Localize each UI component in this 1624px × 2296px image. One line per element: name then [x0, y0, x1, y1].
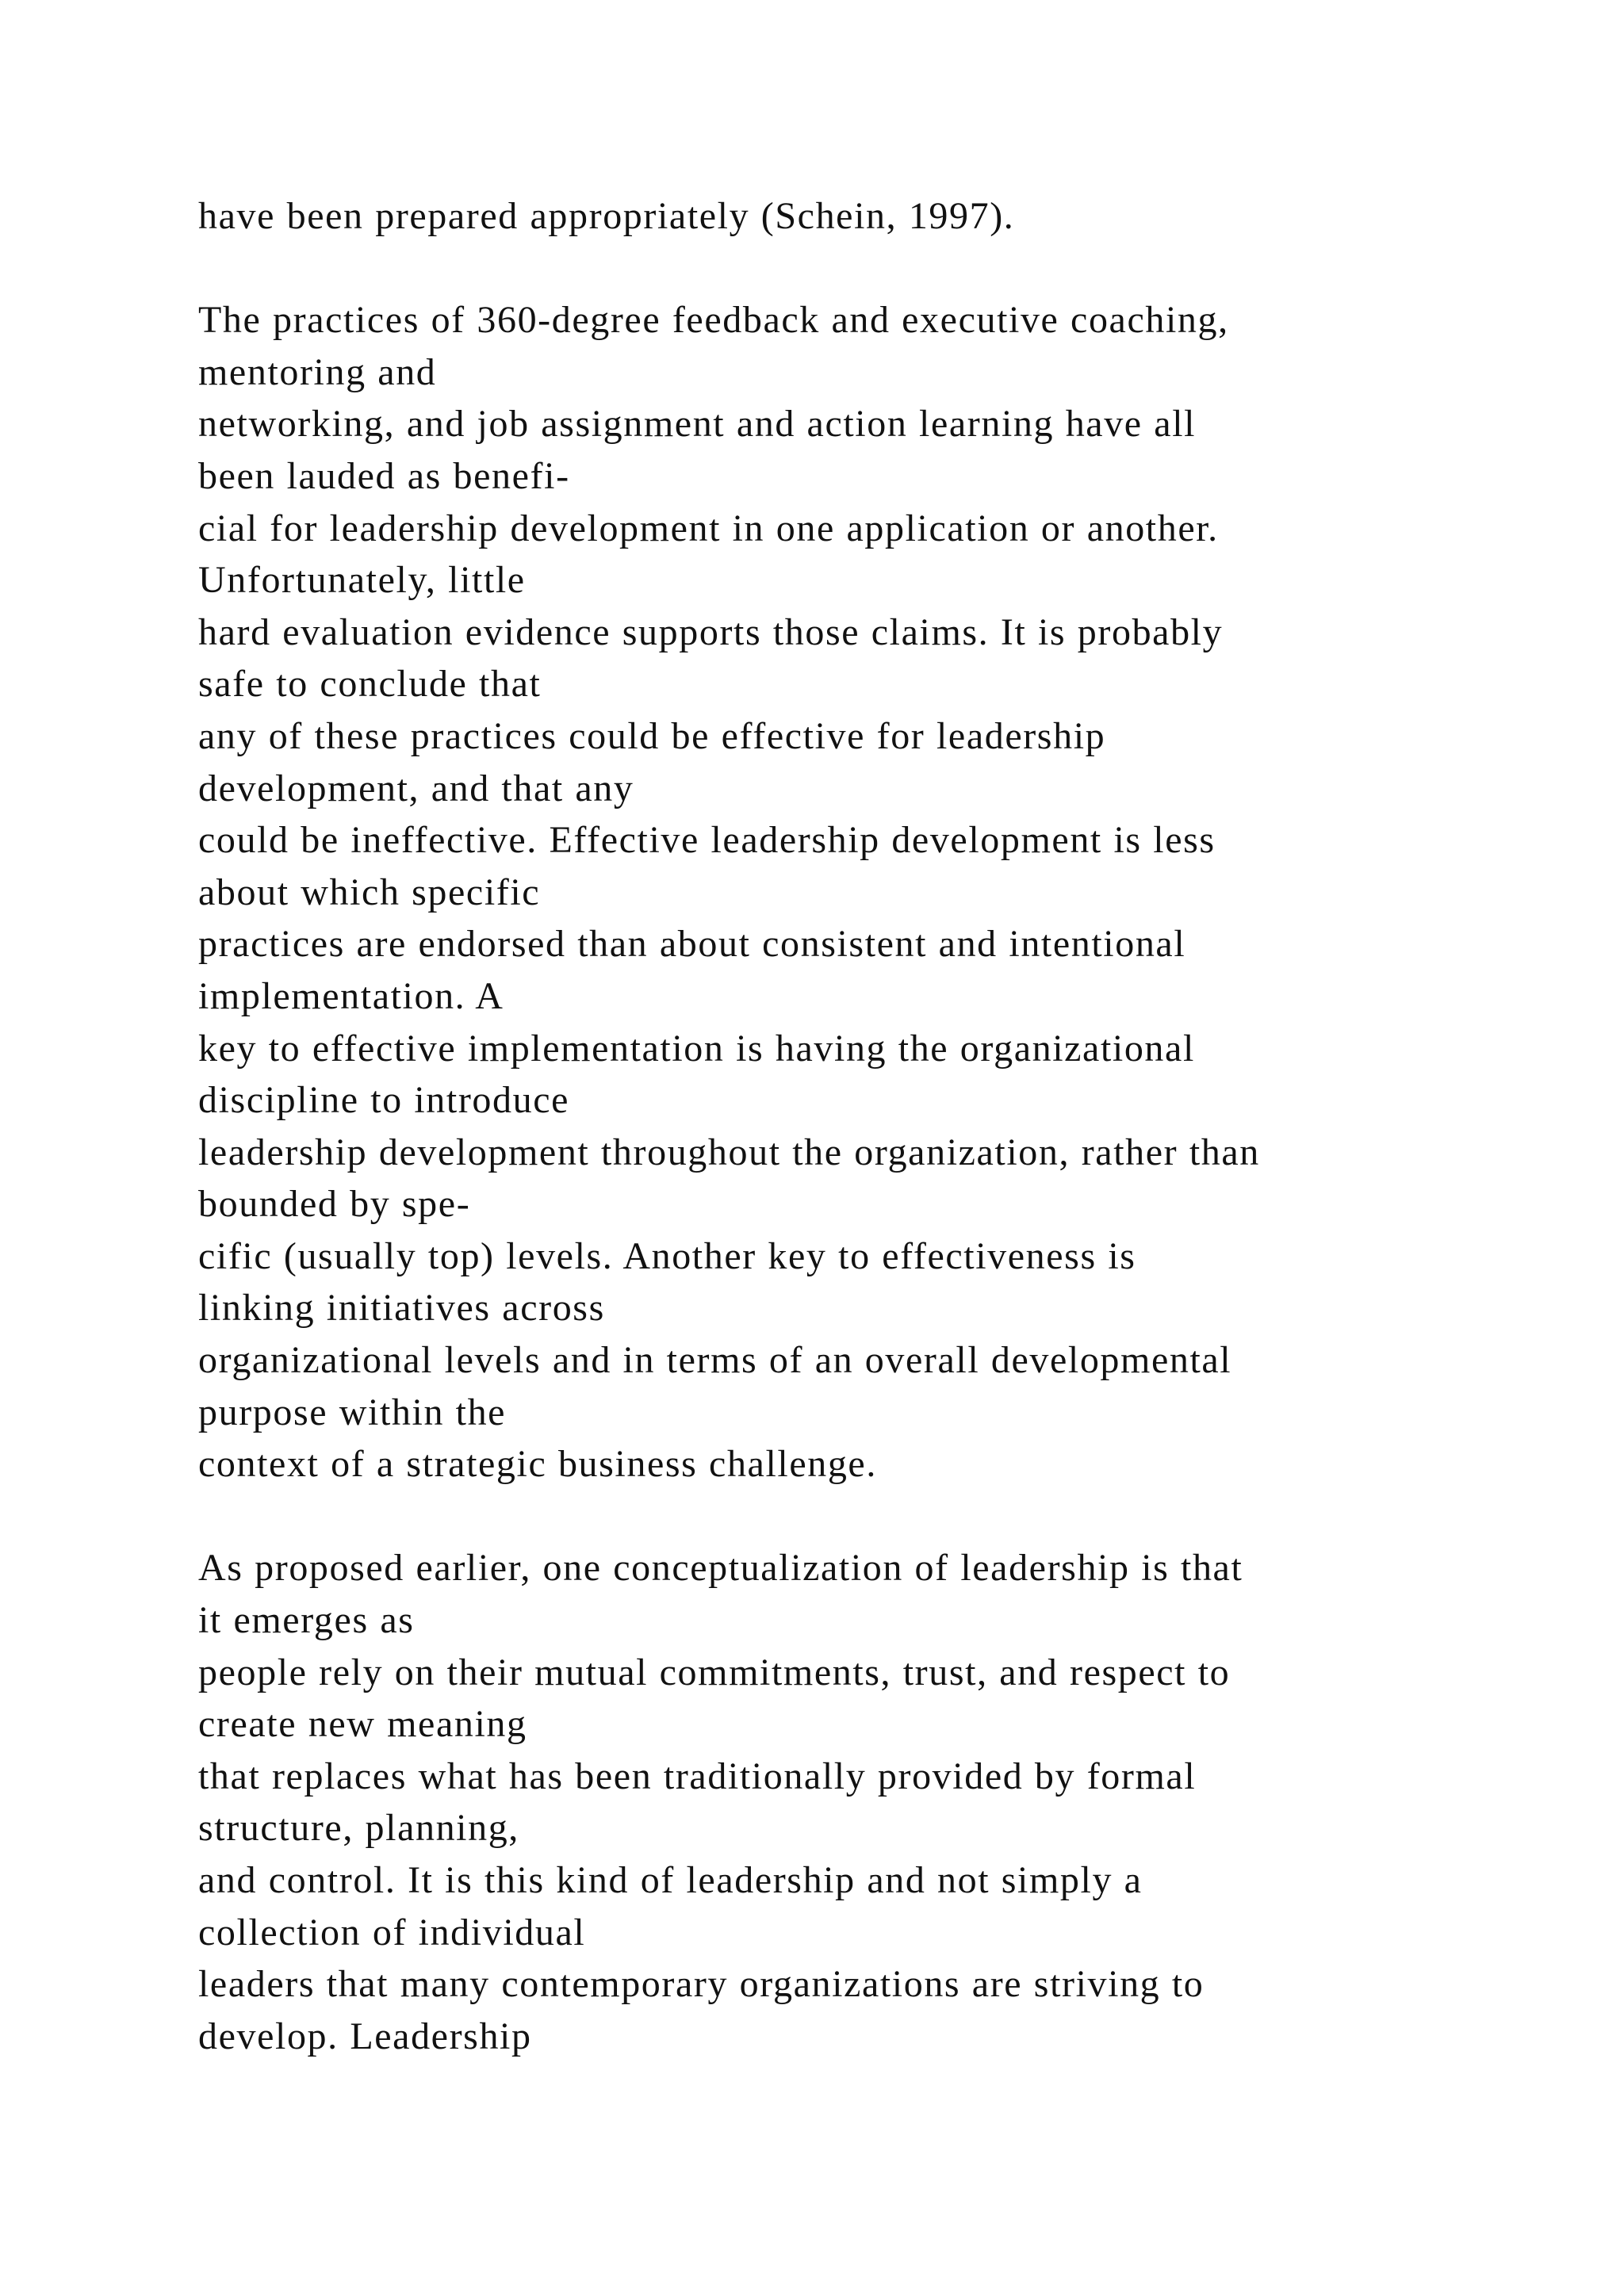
text-line: structure, planning, [198, 1807, 519, 1850]
text-line: purpose within the [198, 1391, 507, 1433]
text-line: development, and that any [198, 767, 634, 809]
text-line: organizational levels and in terms of an overall developmental [198, 1339, 1232, 1382]
text-line: The practices of 360-degree feedback and executive coaching, [198, 299, 1229, 342]
text-line: leaders that many contemporary organizations are striving to [198, 1963, 1205, 2006]
text-line: cial for leadership development in one application or another. [198, 507, 1219, 549]
text-line: people rely on their mutual commitments, trust, and respect to [198, 1651, 1231, 1693]
document-body [198, 190, 1594, 2062]
text-line: implementation. A [198, 974, 504, 1017]
text-line: leadership development throughout the organization, rather than [198, 1131, 1260, 1173]
paragraph-break [198, 1490, 1594, 1543]
text-line: been lauded as benefi- [198, 454, 570, 497]
text-line: it emerges as [198, 1599, 415, 1642]
text-line: As proposed earlier, one conceptualization of leadership is that [198, 1547, 1243, 1590]
text-line: discipline to introduce [198, 1079, 570, 1122]
text-line: create new meaning [198, 1703, 527, 1746]
text-line: have been prepared appropriately (Schein, 1997). [198, 195, 1015, 237]
text-line: develop. Leadership [198, 2015, 532, 2057]
text-line: key to effective implementation is having the organizational [198, 1027, 1195, 1070]
text-line: that replaces what has been traditionally provided by formal [198, 1755, 1197, 1797]
text-line: linking initiatives across [198, 1287, 605, 1330]
text-line: bounded by spe- [198, 1183, 471, 1226]
text-line: networking, and job assignment and action learning have all [198, 403, 1197, 446]
text-line: about which specific [198, 871, 541, 913]
text-line: context of a strategic business challenge. [198, 1443, 877, 1486]
text-line: practices are endorsed than about consistent and intentional [198, 923, 1186, 966]
text-line: hard evaluation evidence supports those claims. It is probably [198, 610, 1224, 653]
text-line: could be ineffective. Effective leadership development is less [198, 819, 1216, 862]
text-line: Unfortunately, little [198, 559, 526, 602]
text-line: and control. It is this kind of leadership and not simply a [198, 1859, 1143, 1901]
text-line: cific (usually top) levels. Another key to effectiveness is [198, 1234, 1136, 1277]
text-line: mentoring and [198, 350, 437, 393]
text-line: safe to conclude that [198, 663, 542, 706]
text-line: any of these practices could be effective for leadership [198, 714, 1106, 757]
text-line: collection of individual [198, 1911, 586, 1954]
paragraph-break [198, 243, 1594, 295]
